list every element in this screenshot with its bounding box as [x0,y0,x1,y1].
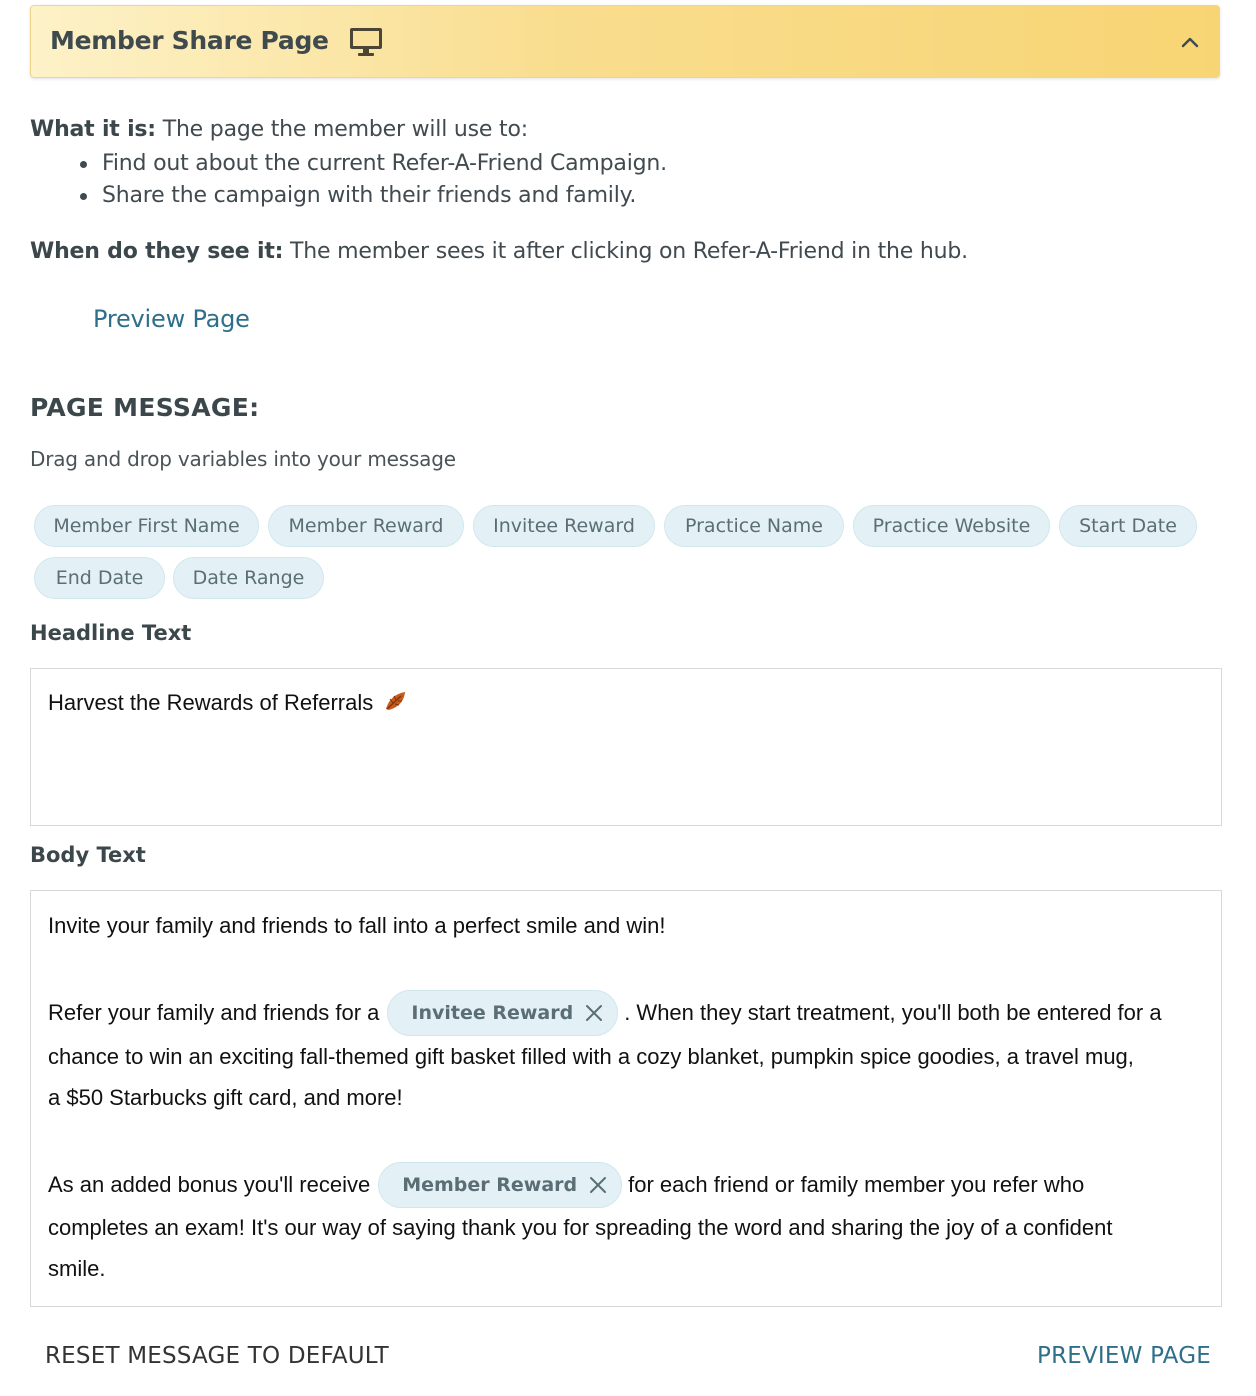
variable-chip-invitee-reward[interactable]: Invitee Reward [473,505,655,547]
preview-page-link[interactable]: Preview Page [93,305,250,333]
inserted-variable-label: Invitee Reward [411,1002,574,1024]
preview-page-button[interactable]: PREVIEW PAGE [1037,1343,1211,1369]
variable-chip-practice-website[interactable]: Practice Website [853,505,1050,547]
variable-chip-member-first-name[interactable]: Member First Name [34,505,259,547]
when-seen [30,239,968,264]
panel-title: Member Share Page [50,26,329,55]
what-it-is-text: The page the member will use to: [155,117,528,142]
panel-header[interactable] [30,5,1220,78]
variable-chip-end-date[interactable]: End Date [34,557,165,599]
body-text-segment: . When they start treatment, you'll both be entered for a [624,1000,1162,1025]
what-it-is-label: What it is: [30,117,156,142]
remove-variable-icon[interactable] [589,1176,607,1194]
body-line [48,1161,1084,1209]
page-message-title: PAGE MESSAGE: [30,393,260,422]
reset-message-button[interactable]: RESET MESSAGE TO DEFAULT [45,1343,389,1369]
body-line [48,989,1162,1037]
body-label: Body Text [30,843,146,867]
inserted-variable-invitee-reward[interactable] [387,990,618,1036]
when-seen-label: When do they see it: [30,239,284,264]
inserted-variable-member-reward[interactable] [378,1162,622,1208]
body-line: completes an exam! It's our way of saying thank you for spreading the word and sharing the joy of a confident [48,1215,1113,1240]
body-line: chance to win an exciting fall-themed gift basket filled with a cozy blanket, pumpkin spice goodies, a travel mug, [48,1044,1134,1069]
fallen-leaf-icon [383,689,409,713]
headline-input[interactable] [30,668,1222,826]
remove-variable-icon[interactable] [585,1004,603,1022]
body-line: Invite your family and friends to fall into a perfect smile and win! [48,913,666,938]
headline-text: Harvest the Rewards of Referrals [48,690,374,715]
inserted-variable-label: Member Reward [402,1174,578,1196]
body-line: smile. [48,1256,106,1281]
body-text-segment: Refer your family and friends for a [48,1000,380,1025]
monitor-icon [349,27,383,57]
body-line: a $50 Starbucks gift card, and more! [48,1085,403,1110]
variable-chip-date-range[interactable]: Date Range [173,557,324,599]
headline-label: Headline Text [30,621,192,645]
list-item: Find out about the current Refer-A-Friend Campaign. [78,148,667,180]
body-text-segment: for each friend or family member you refer who [628,1172,1085,1197]
what-it-is [30,117,528,142]
body-text-segment: As an added bonus you'll receive [48,1172,371,1197]
variable-chip-practice-name[interactable]: Practice Name [664,505,844,547]
list-item: Share the campaign with their friends and family. [78,180,667,212]
drag-drop-hint: Drag and drop variables into your message [30,447,456,471]
body-input[interactable] [30,890,1222,1307]
headline-value [48,689,409,716]
variable-chip-start-date[interactable]: Start Date [1059,505,1197,547]
when-seen-text: The member sees it after clicking on Refer-A-Friend in the hub. [283,239,968,264]
purpose-list [78,148,667,212]
variable-chip-member-reward[interactable]: Member Reward [268,505,464,547]
chevron-up-icon[interactable] [1177,30,1203,54]
